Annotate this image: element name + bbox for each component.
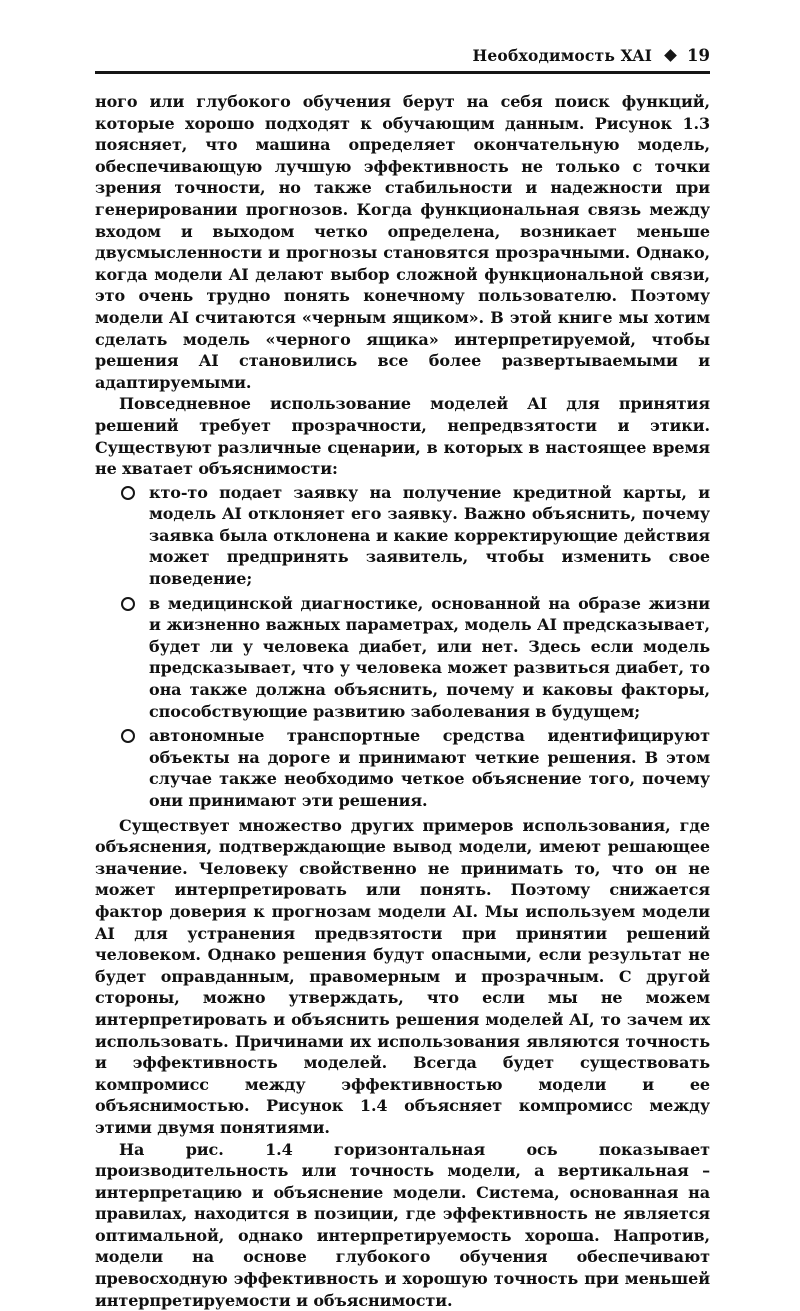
bullet-list bbox=[95, 482, 710, 812]
running-head bbox=[95, 46, 710, 74]
paragraph-2: Повседневное использование моделей AI для принятия решений требует прозрачности, непредвзятости и этики. Существуют различные сценарии, в которых в настоящее время не хватает объяснимости: bbox=[95, 393, 710, 479]
page-body bbox=[95, 91, 710, 1311]
paragraph-4: На рис. 1.4 горизонтальная ось показывает производительность или точность модели, а вертикальная – интерпретацию и объяснение модели. Система, основанная на правилах, находится в позиции, где эффективность не является оптимальной, однако интерпретируемость хороша. Напротив, модели на основе глубокого обучения обеспечивают превосходную эффективность и хорошую точность при меньшей интерпретируемости и объяснимости. bbox=[95, 1139, 710, 1311]
circle-bullet-icon bbox=[121, 486, 135, 500]
list-item-text: кто-то подает заявку на получение кредитной карты, и модель AI отклоняет его заявку. Важно объяснить, почему заявка была отклонена и какие корректирующие действия может предпринять заявитель, чтобы изменить свое поведение; bbox=[149, 483, 710, 588]
circle-bullet-icon bbox=[121, 729, 135, 743]
list-item bbox=[121, 593, 710, 723]
list-item bbox=[121, 482, 710, 590]
paragraph-3: Существует множество других примеров использования, где объяснения, подтверждающие вывод модели, имеют решающее значение. Человеку свойственно не принимать то, что он не может интерпретировать или понять. Поэтому снижается фактор доверия к прогнозам модели AI. Мы используем модели AI для устранения предвзятости при принятии решений человеком. Однако решения будут опасными, если результат не будет оправданным, правомерным и прозрачным. С другой стороны, можно утверждать, что если мы не можем интерпретировать и объяснить решения моделей AI, то зачем их использовать. Причинами их использования являются точность и эффективность моделей. Всегда будет существовать компромисс между эффективностью модели и ее объяснимостью. Рисунок 1.4 объясняет компромисс между этими двумя понятиями. bbox=[95, 815, 710, 1139]
page-number: 19 bbox=[687, 46, 710, 65]
list-item-text: автономные транспортные средства идентифицируют объекты на дороге и принимают четкие решения. В этом случае также необходимо четкое объяснение того, почему они принимают эти решения. bbox=[149, 726, 710, 810]
list-item bbox=[121, 725, 710, 811]
list-item-text: в медицинской диагностике, основанной на образе жизни и жизненно важных параметрах, модель AI предсказывает, будет ли у человека диабет, или нет. Здесь если модель предсказывает, что у человека может развиться диабет, то она также должна объяснить, почему и каковы факторы, способствующие развитию заболевания в будущем; bbox=[149, 594, 710, 721]
diamond-icon bbox=[664, 49, 677, 62]
running-head-title: Необходимость XAI bbox=[473, 46, 653, 65]
paragraph-1: ного или глубокого обучения берут на себя поиск функций, которые хорошо подходят к обучающим данным. Рисунок 1.3 поясняет, что машина определяет окончательную модель, обеспечивающую лучшую эффективность не только с точки зрения точности, но также стабильности и надежности при генерировании прогнозов. Когда функциональная связь между входом и выходом четко определена, возникает меньше двусмысленности и прогнозы становятся прозрачными. Однако, когда модели AI делают выбор сложной функциональной связи, это очень трудно понять конечному пользователю. Поэтому модели AI считаются «черным ящиком». В этой книге мы хотим сделать модель «черного ящика» интерпретируемой, чтобы решения AI становились все более развертываемыми и адаптируемыми. bbox=[95, 91, 710, 393]
circle-bullet-icon bbox=[121, 597, 135, 611]
